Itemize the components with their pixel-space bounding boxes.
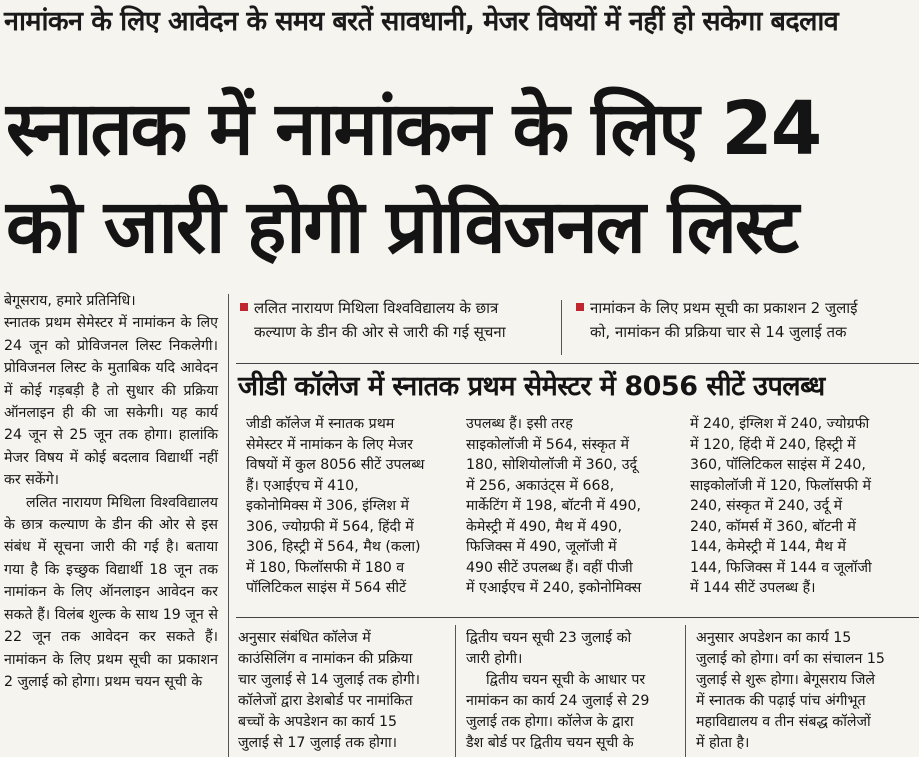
- box-line: में 256, अकाउंट्स में 668,: [466, 477, 615, 494]
- bottom-column-3: [696, 628, 885, 754]
- box-line: में 180, फिलॉसफी में 180 व: [246, 559, 405, 576]
- box-line: में 240, इंग्लिश में 240, ज्योग्रफी: [690, 416, 870, 432]
- text-line: महाविद्यालय व तीन संबद्ध कॉलेजों: [696, 714, 871, 730]
- main-headline: [6, 80, 916, 276]
- bullet-icon: [576, 303, 584, 311]
- highlight-2-line-2: को, नामांकन की प्रक्रिया चार से 14 जुलाई तक: [590, 323, 847, 341]
- box-title: जीडी कॉलेज में स्नातक प्रथम सेमेस्टर में 8056 सीटें उपलब्ध: [238, 371, 825, 402]
- box-line: फिजिक्स में 490, जूलॉजी में: [466, 539, 617, 555]
- box-line: सेमेस्टर में नामांकन के लिए मेजर: [246, 436, 413, 453]
- box-line: 144, फिजिक्स में 144 व जूलॉजी: [690, 559, 872, 576]
- text-line: जुलाई से 17 जुलाई तक होगा।: [238, 735, 397, 751]
- box-line: उपलब्ध हैं। इसी तरह: [466, 416, 573, 432]
- text-line: नामांकन का कार्य 24 जुलाई से 29: [466, 693, 650, 709]
- highlight-1-line-1: ललित नारायण मिथिला विश्वविद्यालय के छात्र: [254, 299, 499, 317]
- box-line: 360, पॉलिटिकल साइंस में 240,: [690, 457, 866, 473]
- bottom-divider-1: [455, 625, 456, 757]
- highlight-2: [576, 296, 858, 344]
- highlight-1-line-2: कल्याण के डीन की ओर से जारी की गई सूचना: [254, 323, 506, 341]
- box-line: 306, ज्योग्रफी में 564, हिंदी में: [246, 518, 414, 535]
- text-line: द्वितीय चयन सूची 23 जुलाई को: [466, 630, 632, 646]
- text-line: चार जुलाई से 14 जुलाई तक होगी।: [238, 672, 420, 688]
- box-line: पॉलिटिकल साइंस में 564 सीटें: [246, 580, 407, 596]
- box-top-rule: [236, 363, 919, 364]
- box-line: साइकोलॉजी में 564, संस्कृत में: [466, 436, 629, 453]
- box-column-3: [690, 414, 872, 599]
- text-line: जुलाई तक होगा। कॉलेज के द्वारा: [466, 714, 634, 730]
- box-line: मार्केटिंग में 198, बॉटनी में 490,: [466, 498, 642, 514]
- box-line: केमेस्ट्री में 490, मैथ में 490,: [466, 518, 622, 535]
- text-line: बच्चों के अपडेशन का कार्य 15: [238, 714, 398, 730]
- highlight-1: [240, 296, 506, 344]
- text-line: अनुसार अपडेशन का कार्य 15: [696, 630, 852, 646]
- box-line: में 144 सीटें उपलब्ध हैं।: [690, 580, 816, 596]
- text-line: जारी होगी।: [466, 651, 523, 667]
- box-line: में 120, हिंदी में 240, हिस्ट्री में: [690, 436, 856, 453]
- text-line: में होता है।: [696, 735, 750, 751]
- left-column: [4, 290, 218, 693]
- box-line: 490 सीटें उपलब्ध हैं। वहीं पीजी: [466, 559, 633, 576]
- box-line: में एआईएच में 240, इकोनोमिक्स: [466, 580, 642, 596]
- box-bottom-rule: [236, 617, 919, 618]
- box-line: विषयों में कुल 8056 सीटें उपलब्ध: [246, 457, 425, 473]
- highlight-2-line-1: नामांकन के लिए प्रथम सूची का प्रकाशन 2 जुलाई: [590, 299, 858, 317]
- text-line: द्वितीय चयन सूची के आधार पर: [486, 672, 646, 688]
- text-line: अनुसार संबंधित कॉलेज में: [238, 630, 371, 646]
- text-line: जुलाई को होगा। वर्ग का संचालन 15: [696, 651, 885, 667]
- dateline: बेगूसराय, हमारे प्रतिनिधि।: [4, 293, 136, 309]
- box-column-2: [466, 414, 641, 599]
- box-line: 144, केमेस्ट्री में 144, मैथ में: [690, 539, 846, 555]
- text-line: काउंसिलिंग व नामांकन की प्रक्रिया: [238, 651, 413, 667]
- bullet-icon: [240, 303, 248, 311]
- column-divider: [228, 294, 229, 757]
- box-line: 240, कॉमर्स में 360, बॉटनी में: [690, 518, 856, 535]
- text-line: कॉलेजों द्वारा डेशबोर्ड पर नामांकित: [238, 693, 413, 709]
- kicker-headline: नामांकन के लिए आवेदन के समय बरतें सावधानी, मेजर विषयों में नहीं हो सकेगा बदलाव: [4, 6, 839, 37]
- box-line: साइकोलॉजी में 120, फिलॉसफी में: [690, 477, 872, 494]
- headline-line-2: को जारी होगी प्रोविजनल लिस्ट: [6, 184, 797, 270]
- bottom-column-2: [466, 628, 649, 754]
- box-line: हैं। एआईएच में 410,: [246, 477, 359, 494]
- left-paragraph-2: ललित नारायण मिथिला विश्वविद्यालय के छात्र कल्याण के डीन की ओर से इस संबंध में सूचना जारी की गई है। बताया गया है कि इच्छुक विद्यार्थी 18 जून तक नामांकन के लिए ऑनलाइन आवेदन कर सकते हैं। विलंब शुल्क के साथ 19 जून से 22 जून तक आवेदन कर सकते हैं। नामांकन के लिए प्रथम सूची का प्रकाशन 2 जुलाई को होगा। प्रथम चयन सूची के: [4, 494, 218, 690]
- text-line: डैश बोर्ड पर द्वितीय चयन सूची के: [466, 735, 634, 751]
- box-line: इकोनोमिक्स में 306, इंग्लिश में: [246, 498, 409, 514]
- bottom-divider-2: [685, 625, 686, 757]
- box-line: 180, सोशियोलॉजी में 360, उर्दू: [466, 457, 637, 473]
- highlight-divider: [561, 300, 562, 355]
- box-column-1: [246, 414, 424, 599]
- box-line: 240, संस्कृत में 240, उर्दू में: [690, 498, 843, 514]
- box-line: 306, हिस्ट्री में 564, मैथ (कला): [246, 539, 421, 555]
- left-paragraph-1: स्नातक प्रथम सेमेस्टर में नामांकन के लिए 24 जून को प्रोविजनल लिस्ट निकलेगी। प्रोविजनल लिस्ट के मुताबिक यदि आवेदन में कोई गड़बड़ी है तो सुधार की प्रक्रिया ऑनलाइन ही की जा सकेगी। यह कार्य 24 जून से 25 जून तक होगा। हालांकि मेजर विषय में कोई बदलाव विद्यार्थी नहीं कर सकेंगे।: [4, 315, 218, 489]
- text-line: जुलाई से शुरू होगा। बेगूसराय जिले: [696, 672, 876, 688]
- headline-line-1: स्नातक में नामांकन के लिए 24: [6, 86, 821, 172]
- bottom-column-1: [238, 628, 420, 754]
- text-line: में स्नातक की पढ़ाई पांच अंगीभूत: [696, 693, 866, 709]
- box-line: जीडी कॉलेज में स्नातक प्रथम: [246, 416, 395, 432]
